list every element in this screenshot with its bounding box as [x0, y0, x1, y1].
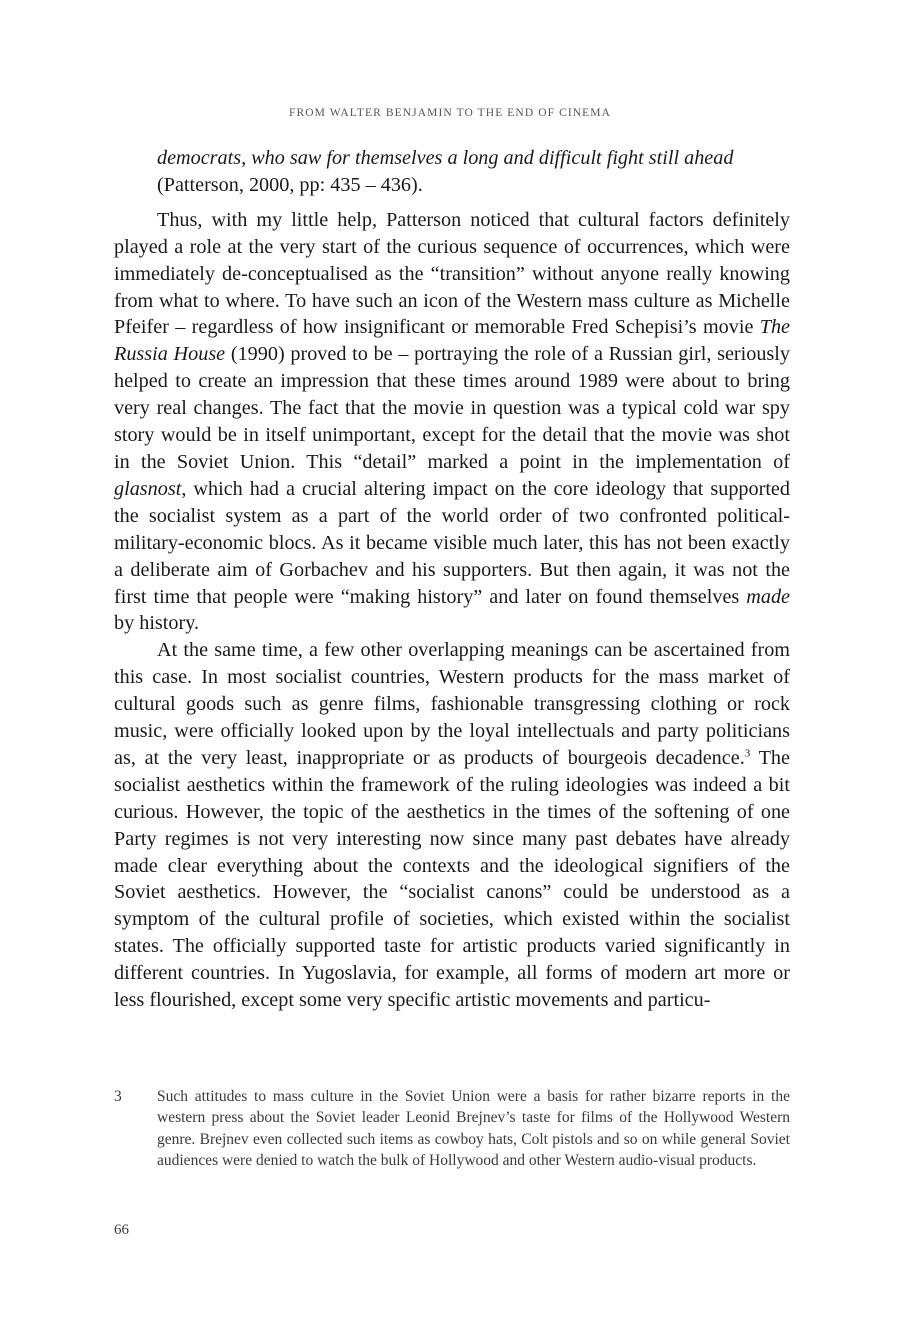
- page-number: 66: [114, 1222, 129, 1238]
- glasnost-term: glasnost: [114, 477, 182, 500]
- footnote: [114, 1086, 790, 1171]
- paragraph-1: [114, 207, 790, 638]
- paragraph-2-part-1: At the same time, a few other overlapping meanings can be ascertained from this case. In most socialist countries, Western products for the mass market of cultural goods such as genre films, fashionable transgressing clothing or rock music, were officially looked upon by the loyal intellectuals and party politicians as, at the very least, inappropriate or as products of bourgeois decadence.: [114, 639, 790, 769]
- block-quote: [114, 145, 790, 199]
- body-text: [114, 145, 790, 1014]
- paragraph-1-part-3: , which had a crucial altering impact on the core ideology that supported the socialist system as a part of the world order of two confronted political-military-economic blocs. As it became visible much later, this has not been exactly a deliberate aim of Gorbachev and his supporters. But then again, it was not the first time that people were “making history” and later on found themselves: [114, 477, 790, 608]
- quote-italic: democrats, who saw for themselves a long and difficult fight still ahead: [157, 147, 734, 169]
- film-title: The Russia House: [114, 316, 790, 366]
- running-head: FROM WALTER BENJAMIN TO THE END OF CINEMA: [288, 107, 612, 119]
- footnote-reference[interactable]: 3: [744, 747, 751, 760]
- paragraph-1-part-4: by history.: [114, 612, 200, 635]
- quote-citation: (Patterson, 2000, pp: 435 – 436).: [157, 173, 423, 196]
- made-term: made: [746, 585, 790, 608]
- paragraph-1-part-2: (1990) proved to be – portraying the role of a Russian girl, seriously helped to create an impression that these times around 1989 were about to bring very real changes. The fact that the movie in question was a typical cold war spy story would be in itself unimportant, except for the detail that the movie was shot in the Soviet Union. This “detail” marked a point in the implementation of: [114, 343, 790, 473]
- footnote-text: Such attitudes to mass culture in the Soviet Union were a basis for rather bizarre reports in the western press about the Soviet leader Leonid Brejnev’s taste for films of the Hollywood Western genre. Brejnev even collected such items as cowboy hats, Colt pistols and so on while general Soviet audiences were denied to watch the bulk of Hollywood and other Western audio-visual products.: [157, 1088, 790, 1169]
- paragraph-2-part-2: The socialist aesthetics within the framework of the ruling ideologies was indeed a bit curious. However, the topic of the aesthetics in the times of the softening of one Party regimes is not very interesting now since many past debates have already made clear everything about the contexts and the ideological signifiers of the Soviet aesthetics. However, the “socialist canons” could be understood as a symptom of the cultural profile of societies, which existed within the socialist states. The officially supported taste for artistic products varied significantly in different countries. In Yugoslavia, for example, all forms of modern art more or less flourished, except some very specific artistic movements and particu-: [114, 746, 790, 1012]
- paragraph-1-part-1: Thus, with my little help, Patterson noticed that cultural factors definitely played a role at the very start of the curious sequence of occurrences, which were immediately de-conceptualised as the “transition” without anyone really knowing from what to where. To have such an icon of the Western mass culture as Michelle Pfeifer – regardless of how insignificant or memorable Fred Schepisi’s movie: [114, 208, 790, 339]
- paragraph-2: [114, 637, 790, 1014]
- footnote-number: 3: [114, 1088, 122, 1105]
